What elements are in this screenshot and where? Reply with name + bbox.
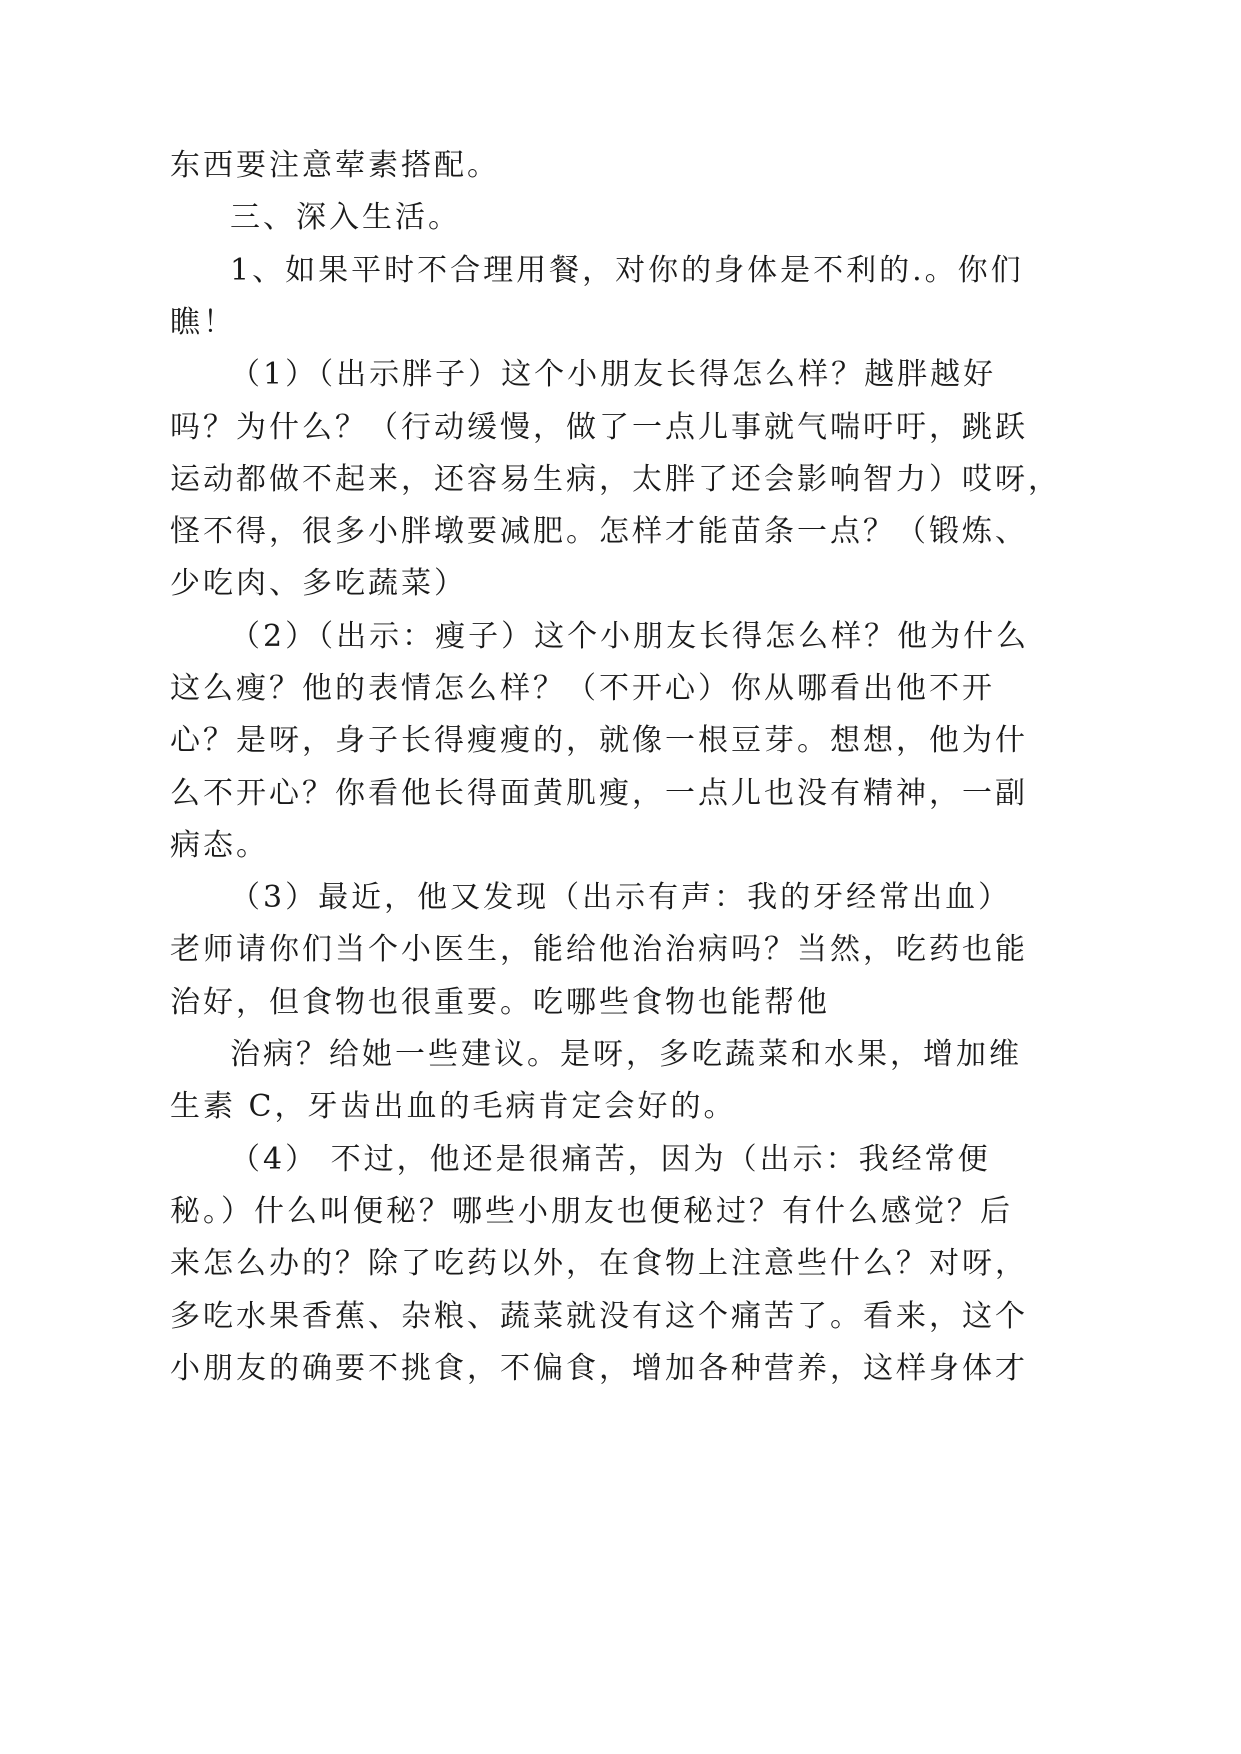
text-line: 少吃肉、多吃蔬菜） — [170, 566, 467, 601]
text-line: 多吃水果香蕉、杂粮、蔬菜就没有这个痛苦了。看来，这个 — [170, 1299, 1028, 1334]
text-line: 怪不得，很多小胖墩要减肥。怎样才能苗条一点？（锻炼、 — [170, 514, 1028, 549]
section-heading: 三、深入生活。 — [230, 200, 461, 235]
text-line: 来怎么办的？除了吃药以外，在食物上注意些什么？对呀， — [170, 1246, 1028, 1281]
text-line: （3）最近，他又发现（出示有声：我的牙经常出血） — [230, 880, 1012, 915]
text-line: 小朋友的确要不挑食，不偏食，增加各种营养，这样身体才 — [170, 1351, 1028, 1386]
text-line: 老师请你们当个小医生，能给他治治病吗？当然，吃药也能 — [170, 932, 1028, 967]
text-line: 么不开心？你看他长得面黄肌瘦，一点儿也没有精神，一副 — [170, 776, 1028, 811]
text-line: 心？是呀，身子长得瘦瘦的，就像一根豆芽。想想，他为什 — [170, 723, 1028, 758]
text-line: 治病？给她一些建议。是呀，多吃蔬菜和水果，增加维 — [230, 1037, 1022, 1072]
text-line: （1）（出示胖子）这个小朋友长得怎么样？越胖越好 — [230, 357, 997, 392]
text-line: 运动都做不起来，还容易生病，太胖了还会影响智力）哎呀， — [170, 462, 1061, 497]
text-line: （4） 不过，他还是很痛苦，因为（出示：我经常便 — [230, 1142, 991, 1177]
text-line: 病态。 — [170, 828, 269, 863]
text-line: 瞧！ — [170, 305, 236, 340]
text-line: 这么瘦？他的表情怎么样？（不开心）你从哪看出他不开 — [170, 671, 995, 706]
text-line: 秘。）什么叫便秘？哪些小朋友也便秘过？有什么感觉？后 — [170, 1194, 1013, 1229]
text-line: 东西要注意荤素搭配。 — [170, 148, 500, 183]
text-line: 1、如果平时不合理用餐，对你的身体是不利的.。你们 — [230, 253, 1024, 288]
text-line: （2）（出示：瘦子）这个小朋友长得怎么样？他为什么 — [230, 619, 1030, 654]
text-line: 吗？为什么？（行动缓慢，做了一点儿事就气喘吁吁，跳跃 — [170, 410, 1028, 445]
text-line: 生素 C，牙齿出血的毛病肯定会好的。 — [170, 1089, 737, 1124]
text-line: 治好，但食物也很重要。吃哪些食物也能帮他 — [170, 985, 830, 1020]
